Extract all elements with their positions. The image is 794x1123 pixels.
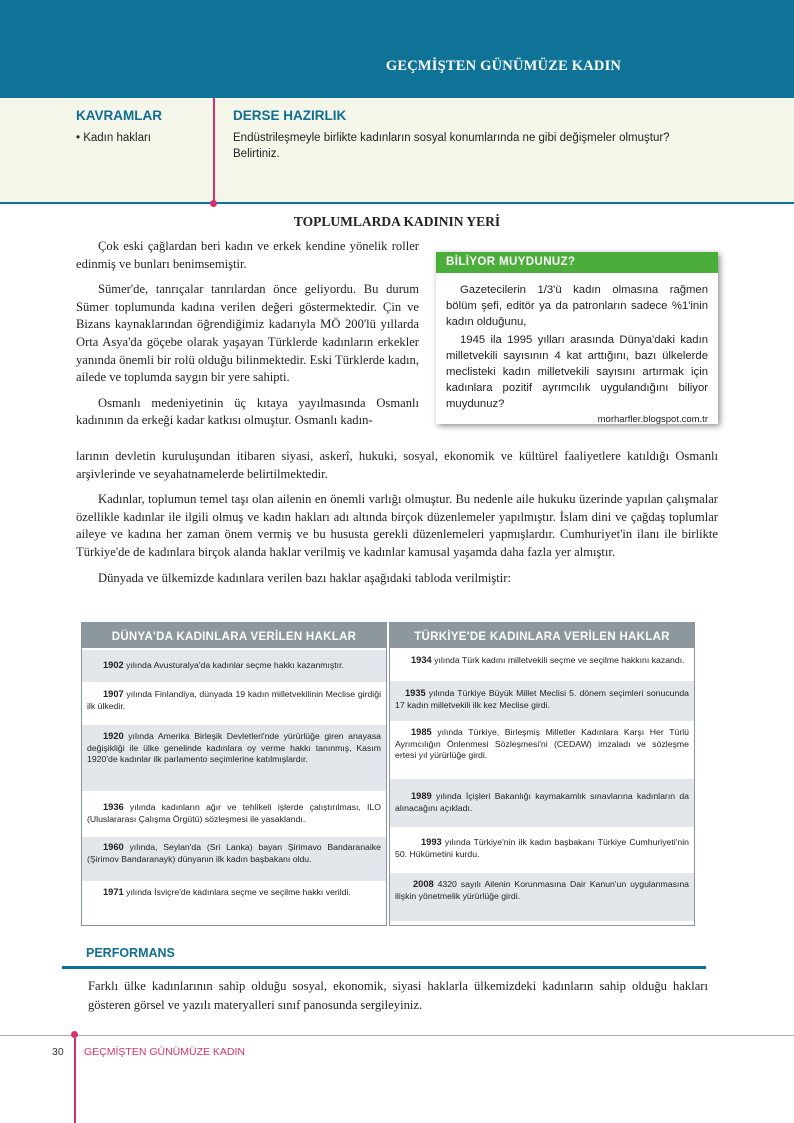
row-text: yılında Avusturalya'da kadınlar seçme hakkı kazanmıştır. [123, 660, 344, 670]
row-year: 2008 [413, 879, 434, 889]
row-text: yılında İsviçre'de kadınlara seçme ve seçilme hakkı verildi. [123, 887, 351, 897]
footer-rule [0, 1035, 794, 1036]
world-rights-table [81, 622, 387, 926]
row-year: 1934 [411, 655, 432, 665]
row-text: yılında İçişleri Bakanlığı kaymakamlık sınavlarına kadınların da alınacağını açıkladı. [395, 791, 689, 813]
paragraph: Osmanlı medeniyetinin üç kıtaya yayılmasında Osmanlı kadınının da erkeği kadar katkısı olmuştur. Osmanlı kadın- [76, 395, 419, 428]
row-year: 1971 [103, 887, 124, 897]
turkey-rights-heading: TÜRKİYE'DE KADINLARA VERİLEN HAKLAR [390, 623, 694, 648]
page-number: 30 [52, 1046, 64, 1058]
paragraph: larının devletin kuruluşundan itibaren siyasi, askerî, hukuki, sosyal, ekonomik ve kültürel faaliyetlere katıldığı Osmanlı arşivlerinde ve seyahatnamelerde belirtilmektedir. [76, 449, 718, 481]
derse-hazirlik-text: Endüstrileşmeyle birlikte kadınların sosyal konumlarında ne gibi değişmeler olmuştur? Belirtiniz. [233, 132, 670, 160]
row-text: yılında Türkiye Büyük Millet Meclisi 5. dönem seçimleri sonucunda 17 kadın milletvekili ilk kez Meclise girdi. [395, 688, 689, 710]
kavramlar-item: • Kadın hakları [76, 132, 151, 144]
did-you-know-heading: BİLİYOR MUYDUNUZ? [436, 252, 718, 273]
row-text: yılında kadınların ağır ve tehlikeli işlerde çalıştırılması, ILO (Uluslararası Çalışma Örgütü) sözleşmesi ile yasaklandı. [87, 802, 381, 824]
performans-heading: PERFORMANS [86, 946, 175, 960]
table-row [390, 681, 694, 721]
table-row [82, 887, 386, 921]
turkey-rights-table [389, 622, 695, 926]
kavramlar-heading: KAVRAMLAR [76, 108, 162, 123]
row-year: 1993 [421, 837, 442, 847]
header-band [0, 0, 794, 98]
paragraph: Sümer'de, tanrıçalar tanrılardan önce geliyordu. Bu durum Sümer toplumunda kadına verilen değeri göstermektedir. Çin ve Bizans kaynaklarından öğrendiğimiz kadarıyla MÖ 200'lü yıllarda Orta Asya'da göçebe olarak yaşayan Türklerde kadınların erkekler yanında önemli bir rolü olduğu bilinmektedir. Eski Türklerde kadın, ailede ve toplumda saygın bir yere sahipti. [76, 282, 419, 385]
unit-title: GEÇMİŞTEN GÜNÜMÜZE KADIN [385, 58, 622, 74]
row-text: yılında Finlandiya, dünyada 19 kadın milletvekilinin Meclise girdiği ilk ülkedir. [87, 689, 381, 711]
table-row [390, 779, 694, 827]
did-you-know-body [436, 273, 718, 412]
did-you-know-text: 1945 ila 1995 yılları arasında Dünya'daki kadın milletvekili sayısının 4 kat arttığını, bazı ülkelerde meclisteki kadın milletvekili sayısını artırmak için kadınlara pozitif ayrımcılık uygulandığını biliyor muydunuz? [446, 334, 708, 410]
row-year: 1902 [103, 660, 124, 670]
prep-divider-dot [210, 200, 217, 207]
body-paragraphs [76, 448, 718, 587]
table-row [82, 650, 386, 682]
paragraph: Kadınlar, toplumun temel taşı olan ailenin en önemli varlığı olmuştur. Bu nedenle aile hukuku üzerinde yapılan çalışmalar özellikle kadınlar ile ilgili olmuş ve kadın hakları adı altında birçok düzenlemeler yapılmıştır. İslam dini ve çağdaş toplumlar aileye ve kadına her zaman önem vermiş ve bu hususta gerekli düzenlemeleri yapmışlardır. Cumhuriyet'in ilanı ile birlikte Türkiye'de de kadınlara birçok alanda haklar verilmiş ve kadınlar kamusal yaşamda daha fazla yer almıştır. [76, 492, 718, 559]
table-row [82, 725, 386, 791]
derse-hazirlik-heading: DERSE HAZIRLIK [233, 108, 347, 123]
footer-divider-dot [71, 1031, 78, 1038]
footer-divider [74, 1038, 76, 1123]
did-you-know-source: morharfler.blogspot.com.tr [597, 414, 708, 425]
row-text: yılında Türkiye, Birleşmiş Milletler Kadınlara Karşı Her Türlü Ayrımcılığın Önlenmesi Sözleşmesi'ni (CEDAW) imzaladı ve sözleşme ertesi yıl yürürlüğe girdi. [395, 727, 689, 760]
table-row [390, 873, 694, 921]
did-you-know-text: Gazetecilerin 1/3'ü kadın olmasına rağmen bölüm şefi, editör ya da patronların sadece %1'inin kadın olduğunu, [446, 284, 708, 328]
row-text: 4320 sayılı Ailenin Korunmasına Dair Kanun'un uygulanmasına ilişkin yönetmelik yürürlüğe girdi. [395, 879, 689, 901]
performans-text: Farklı ülke kadınlarının sahip olduğu sosyal, ekonomik, siyasi haklarla ülkemizdeki kadınların sahip olduğu hakları gösteren görsel ve yazılı materyalleri sınıf panosunda sergileyiniz. [88, 979, 708, 1012]
section-title: TOPLUMLARDA KADININ YERİ [293, 214, 501, 229]
footer-title: GEÇMİŞTEN GÜNÜMÜZE KADIN [84, 1046, 246, 1058]
table-row [82, 837, 386, 881]
row-year: 1989 [411, 791, 432, 801]
table-row [390, 837, 694, 873]
row-text: yılında Türkiye'nin ilk kadın başbakanı Türkiye Cumhuriyeti'nin 50. Hükümetini kurdu. [395, 837, 689, 859]
table-row [82, 689, 386, 725]
intro-paragraphs [76, 238, 419, 430]
table-row [82, 799, 386, 841]
did-you-know-box [436, 252, 718, 424]
row-text: yılında Amerika Birleşik Devletleri'nde yürürlüğe giren anayasa değişikliği ile ülke genelinde kadınlara oy verme hakkı tanınmış, Kasım 1920'de kadınlar ilk parlamento seçimlerine katılmışlardır. [87, 731, 381, 764]
paragraph: Çok eski çağlardan beri kadın ve erkek kendine yönelik roller edinmiş ve bunları benimsemiştir. [76, 239, 419, 271]
performans-rule [62, 966, 706, 969]
table-row [390, 727, 694, 781]
row-text: yılında Türk kadını milletvekili seçme ve seçilme hakkını kazandı. [431, 655, 685, 665]
row-year: 1960 [103, 842, 124, 852]
world-rights-heading: DÜNYA'DA KADINLARA VERİLEN HAKLAR [82, 623, 386, 648]
row-year: 1907 [103, 689, 124, 699]
row-year: 1936 [103, 802, 124, 812]
row-year: 1920 [103, 731, 124, 741]
row-year: 1935 [405, 688, 426, 698]
paragraph: Dünyada ve ülkemizde kadınlara verilen bazı haklar aşağıdaki tabloda verilmiştir: [98, 570, 511, 585]
row-year: 1985 [411, 727, 432, 737]
row-text: yılında, Seylan'da (Sri Lanka) bayan Şirimavo Bandaranaike (Şirimov Bandaranayk) dünyanın ilk kadın başbakanı oldu. [87, 842, 381, 864]
prep-divider [213, 98, 215, 203]
